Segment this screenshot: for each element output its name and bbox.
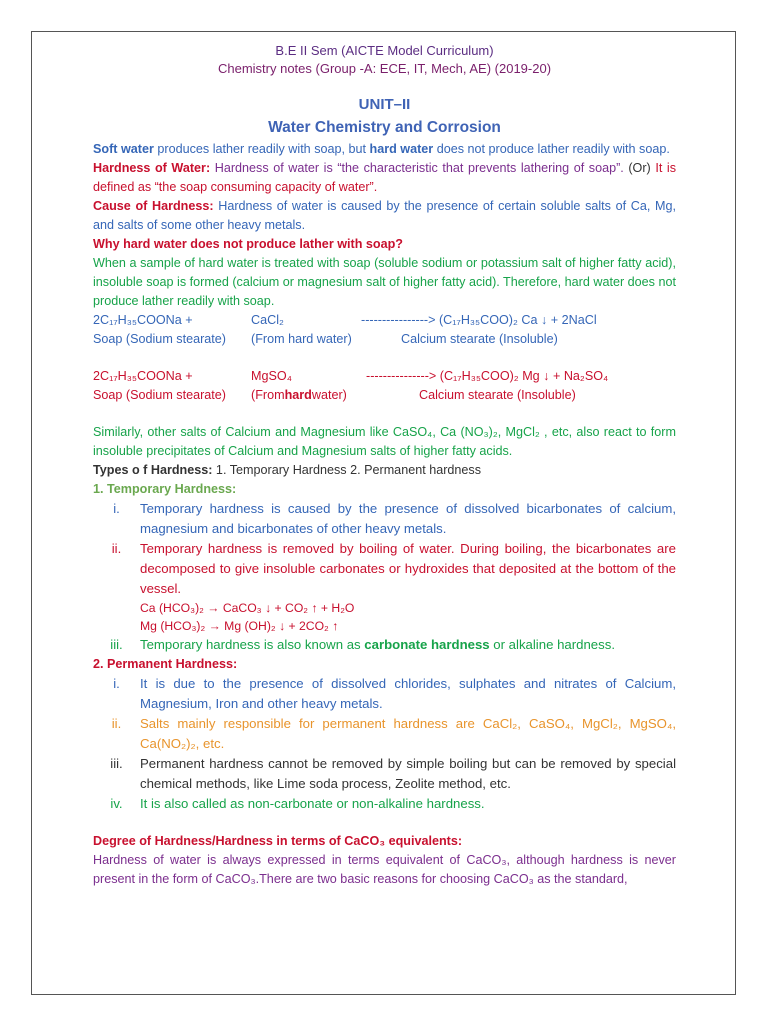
why-heading: Why hard water does not produce lather with soap?: [93, 237, 403, 251]
reaction-1-salt: CaCl₂: [251, 313, 284, 327]
permanent-list: [93, 674, 676, 814]
list-item: [93, 714, 676, 754]
permanent-heading: 2. Permanent Hardness:: [93, 657, 238, 671]
list-text: It is due to the presence of dissolved chlorides, sulphates and nitrates of Calcium, Magnesium, Iron and other heavy metals.: [140, 676, 676, 711]
list-number: iii.: [110, 756, 123, 771]
hardness-definition-alt: It is defined as “the soap consuming capacity of water”.: [93, 161, 676, 194]
carbonate-term: carbonate hardness: [364, 637, 490, 652]
header-line-2: Chemistry notes (Group -A: ECE, IT, Mech, AE) (2019-20): [217, 61, 552, 76]
list-number: ii.: [111, 716, 122, 731]
list-text: Temporary hardness is caused by the presence of dissolved bicarbonates of calcium, magnesium and bicarbonates of other heavy metals.: [140, 501, 676, 536]
degree-text: Hardness of water is always expressed in terms equivalent of CaCO₃, although hardness is never present in the form of CaCO₃.There are two basic reasons for choosing CaCO₃ as the standard,: [93, 853, 676, 886]
list-text: Permanent hardness cannot be removed by simple boiling but can be removed by special chemical methods, like Lime soda process, Zeolite method, etc.: [140, 756, 676, 791]
list-number: i.: [113, 501, 120, 516]
reaction-1-equation: [93, 311, 676, 330]
reaction-2-salt: MgSO₄: [251, 369, 292, 383]
cause-label: Cause of Hardness:: [93, 199, 214, 213]
list-item: [93, 754, 676, 794]
formula-row: [93, 617, 676, 635]
list-number: ii.: [111, 541, 122, 556]
list-text: Temporary hardness is removed by boiling of water. During boiling, the bicarbonates are decomposed to give insoluble carbonates or hydroxides that deposited at the bottom of the vessel.: [140, 541, 676, 596]
soft-water-paragraph: [93, 140, 676, 159]
cause-text: Hardness of water is caused by the presence of certain soluble salts of Ca, Mg, and salts of some other heavy metals.: [93, 199, 677, 232]
list-number: i.: [113, 676, 120, 691]
reaction-2-label-product: Calcium stearate (Insoluble): [419, 388, 576, 402]
degree-heading: Degree of Hardness/Hardness in terms of CaCO₃ equivalents:: [93, 834, 463, 848]
formula-row: [93, 599, 676, 617]
reaction-2-reactant: 2C₁₇H₃₅COONa +: [93, 369, 193, 383]
soft-water-term: Soft water: [93, 142, 154, 156]
temporary-list: [93, 499, 676, 655]
reaction-1-products: ----------------> (C₁₇H₃₅COO)₂ Ca ↓ + 2NaCl: [361, 313, 597, 327]
list-item: [93, 539, 676, 599]
list-number: iv.: [110, 796, 123, 811]
list-item: [93, 635, 676, 655]
cause-of-hardness: [93, 197, 676, 235]
unit-heading: UNIT–II: [358, 96, 411, 113]
reaction-1-reactant: 2C₁₇H₃₅COONa +: [93, 313, 193, 327]
reaction-2-equation: [93, 367, 676, 386]
reaction-1-label-source: (From hard water): [251, 332, 352, 346]
list-item: [93, 674, 676, 714]
similarly-paragraph: Similarly, other salts of Calcium and Magnesium like CaSO₄, Ca (NO₃)₂, MgCl₂ , etc, also react to form insoluble precipitates of Calcium and Magnesium salts of higher fatty acids.: [93, 425, 676, 458]
list-item: [93, 499, 676, 539]
list-text: [140, 635, 676, 655]
why-text: When a sample of hard water is treated with soap (soluble sodium or potassium salt of higher fatty acid), insoluble soap is formed (calcium or magnesium salt of higher fatty acid). Therefore, hard water does not produce lather readily with soap.: [93, 256, 676, 308]
or-text: (Or): [628, 161, 651, 175]
reaction-2-label-hard: hard: [284, 388, 312, 402]
types-text: 1. Temporary Hardness 2. Permanent hardness: [212, 463, 482, 477]
list-text: Salts mainly responsible for permanent hardness are CaCl₂, CaSO₄, MgCl₂, MgSO₄, Ca(NO₂)₂, etc.: [140, 716, 676, 751]
list-item: [93, 794, 676, 814]
list-number: iii.: [110, 637, 123, 652]
temporary-heading: 1. Temporary Hardness:: [93, 482, 237, 496]
reaction-2-label-from: (From: [251, 388, 285, 402]
formula-2: Mg (HCO₃)₂ → Mg (OH)₂ ↓ + 2CO₂ ↑: [140, 619, 339, 633]
reaction-2-labels: [93, 386, 676, 405]
reaction-1-label-product: Calcium stearate (Insoluble): [401, 332, 558, 346]
hardness-definition-label: Hardness of Water:: [93, 161, 211, 175]
carbonate-text-end: or alkaline hardness.: [489, 637, 615, 652]
reaction-2-label-source: [251, 386, 419, 405]
formula-1: Ca (HCO₃)₂ → CaCO₃ ↓ + CO₂ ↑ + H₂O: [140, 601, 355, 615]
types-of-hardness: [93, 461, 676, 480]
soft-water-text-end: does not produce lather readily with soap.: [433, 142, 670, 156]
carbonate-text: Temporary hardness is also known as: [140, 637, 365, 652]
header-line-1: B.E II Sem (AICTE Model Curriculum): [275, 43, 494, 58]
document-content: [93, 42, 676, 889]
types-label: Types o f Hardness:: [93, 463, 213, 477]
hardness-definition: [93, 159, 676, 197]
soft-water-text: produces lather readily with soap, but: [153, 142, 370, 156]
reaction-1-labels: [93, 330, 676, 349]
chapter-title: Water Chemistry and Corrosion: [268, 119, 501, 136]
reaction-2-products: ---------------> (C₁₇H₃₅COO)₂ Mg ↓ + Na₂SO₄: [366, 369, 609, 383]
reaction-2-label-water: water): [311, 388, 347, 402]
list-text: It is also called as non-carbonate or non-alkaline hardness.: [140, 796, 485, 811]
hardness-definition-text: Hardness of water is “the characteristic that prevents lathering of soap”.: [210, 161, 629, 175]
reaction-2-label-soap: Soap (Sodium stearate): [93, 388, 227, 402]
reaction-1-label-soap: Soap (Sodium stearate): [93, 332, 227, 346]
hard-water-term: hard water: [369, 142, 434, 156]
